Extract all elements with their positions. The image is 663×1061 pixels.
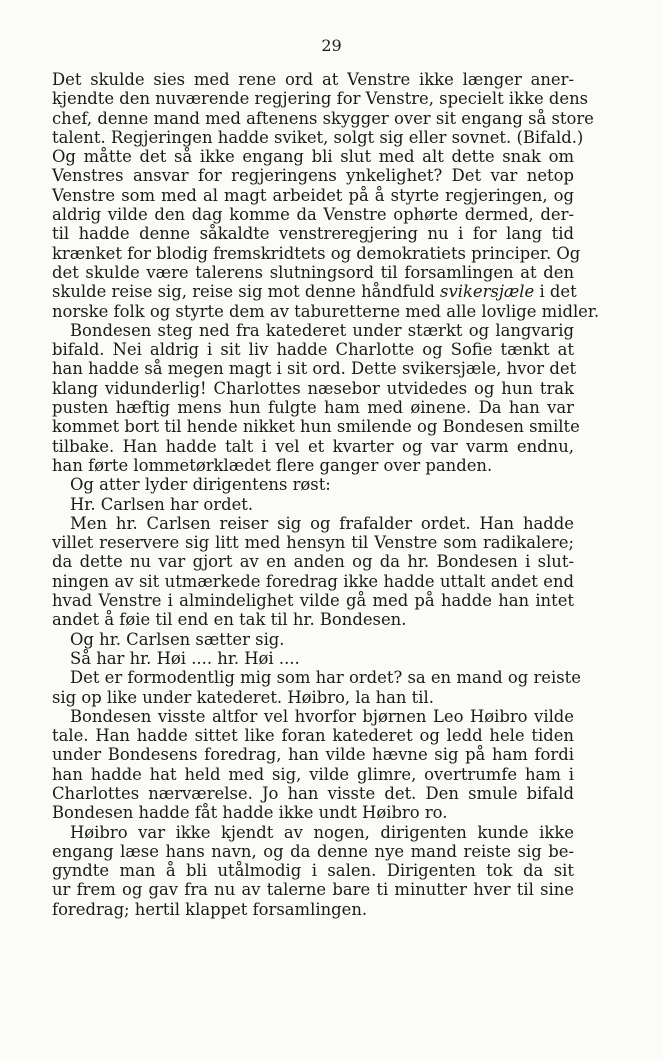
text-line: chef, denne mand med aftenens skygger over sit engang så store	[52, 108, 594, 128]
text-line: andet å føie til end en tak til hr. Bondesen.	[52, 610, 407, 630]
text-line: klang vidunderlig! Charlottes næsebor utvidedes og hun trak	[52, 378, 574, 398]
text-line: norske folk og styrte dem av taburetterne med alle lovlige midler.	[52, 301, 600, 321]
text-line: Men hr. Carlsen reiser sig og frafalder ordet. Han hadde	[70, 513, 574, 533]
text-line: Venstres ansvar for regjeringens ynkelighet? Det var netop	[52, 166, 574, 186]
text-line	[52, 282, 577, 302]
text-line: aldrig vilde den dag komme da Venstre ophørte dermed, der-	[52, 205, 574, 225]
body-text	[52, 70, 600, 919]
emphasized-word: svikersjæle	[440, 282, 535, 302]
text-line: under Bondesens foredrag, han vilde hævne sig på ham fordi	[52, 745, 574, 765]
text-line: bifald. Nei aldrig i sit liv hadde Charlotte og Sofie tænkt at	[52, 340, 574, 360]
text-line: pusten hæftig mens hun fulgte ham med øinene. Da han var	[52, 398, 574, 418]
text-line: da dette nu var gjort av en anden og da hr. Bondesen i slut-	[52, 552, 574, 572]
text-line: Og måtte det så ikke engang bli slut med alt dette snak om	[52, 147, 574, 167]
text-line: kommet bort til hende nikket hun smilende og Bondesen smilte	[52, 417, 580, 437]
text-line: Charlottes nærværelse. Jo han visste det. Den smule bifald	[52, 783, 574, 803]
text-line: han førte lommetørklædet flere ganger over panden.	[52, 455, 493, 475]
text-line: Bondesen hadde fåt hadde ikke undt Høibro ro.	[52, 803, 448, 823]
text-line: Det er formodentlig mig som har ordet? sa en mand og reiste	[70, 668, 581, 688]
text-line: talent. Regjeringen hadde sviket, solgt sig eller sovnet. (Bifald.)	[52, 127, 584, 147]
text-line: Det skulde sies med rene ord at Venstre ikke længer aner-	[52, 70, 574, 89]
text-line: Hr. Carlsen har ordet.	[70, 494, 254, 514]
text-line: til hadde denne såkaldte venstreregjering nu i for lang tid	[52, 224, 574, 244]
text-line: Og atter lyder dirigentens røst:	[70, 475, 331, 495]
text-line: han hadde hat held med sig, vilde glimre, overtrumfe ham i	[52, 764, 574, 784]
page-number: 29	[321, 36, 342, 55]
text-line: han hadde så megen magt i sit ord. Dette svikersjæle, hvor det	[52, 359, 577, 379]
text-line: Høibro var ikke kjendt av nogen, dirigenten kunde ikke	[70, 822, 574, 842]
text-line: Venstre som med al magt arbeidet på å styrte regjeringen, og	[52, 185, 574, 205]
text-line: Og hr. Carlsen sætter sig.	[70, 629, 285, 649]
text-line: foredrag; hertil klappet forsamlingen.	[52, 899, 368, 919]
text-line: villet reservere sig litt med hensyn til Venstre som radikalere;	[52, 533, 574, 553]
text-line: tale. Han hadde sittet like foran katederet og ledd hele tiden	[52, 726, 574, 746]
text-line: ningen av sit utmærkede foredrag ikke hadde uttalt andet end	[52, 571, 574, 591]
text-line: gyndte man å bli utålmodig i salen. Dirigenten tok da sit	[52, 861, 574, 881]
text-line: kjendte den nuværende regjering for Venstre, specielt ikke dens	[52, 89, 589, 109]
text-segment: i det	[534, 282, 577, 302]
text-line: krænket for blodig fremskridtets og demokratiets principer. Og	[52, 243, 581, 263]
text-line: det skulde være talerens slutningsord til forsamlingen at den	[52, 262, 574, 282]
text-line: Bondesen visste altfor vel hvorfor bjørnen Leo Høibro vilde	[70, 706, 574, 726]
text-line: hvad Venstre i almindelighet vilde gå med på hadde han intet	[52, 591, 574, 611]
text-line: sig op like under katederet. Høibro, la han til.	[52, 687, 434, 707]
text-line: Bondesen steg ned fra katederet under stærkt og langvarig	[70, 320, 574, 340]
text-line: tilbake. Han hadde talt i vel et kvarter og var varm endnu,	[52, 436, 574, 456]
text-line: ur frem og gav fra nu av talerne bare ti minutter hver til sine	[52, 880, 574, 900]
text-segment: skulde reise sig, reise sig mot denne håndfuld	[52, 282, 441, 302]
text-line: Så har hr. Høi .... hr. Høi ....	[70, 648, 300, 668]
text-line: engang læse hans navn, og da denne nye mand reiste sig be-	[52, 841, 574, 861]
